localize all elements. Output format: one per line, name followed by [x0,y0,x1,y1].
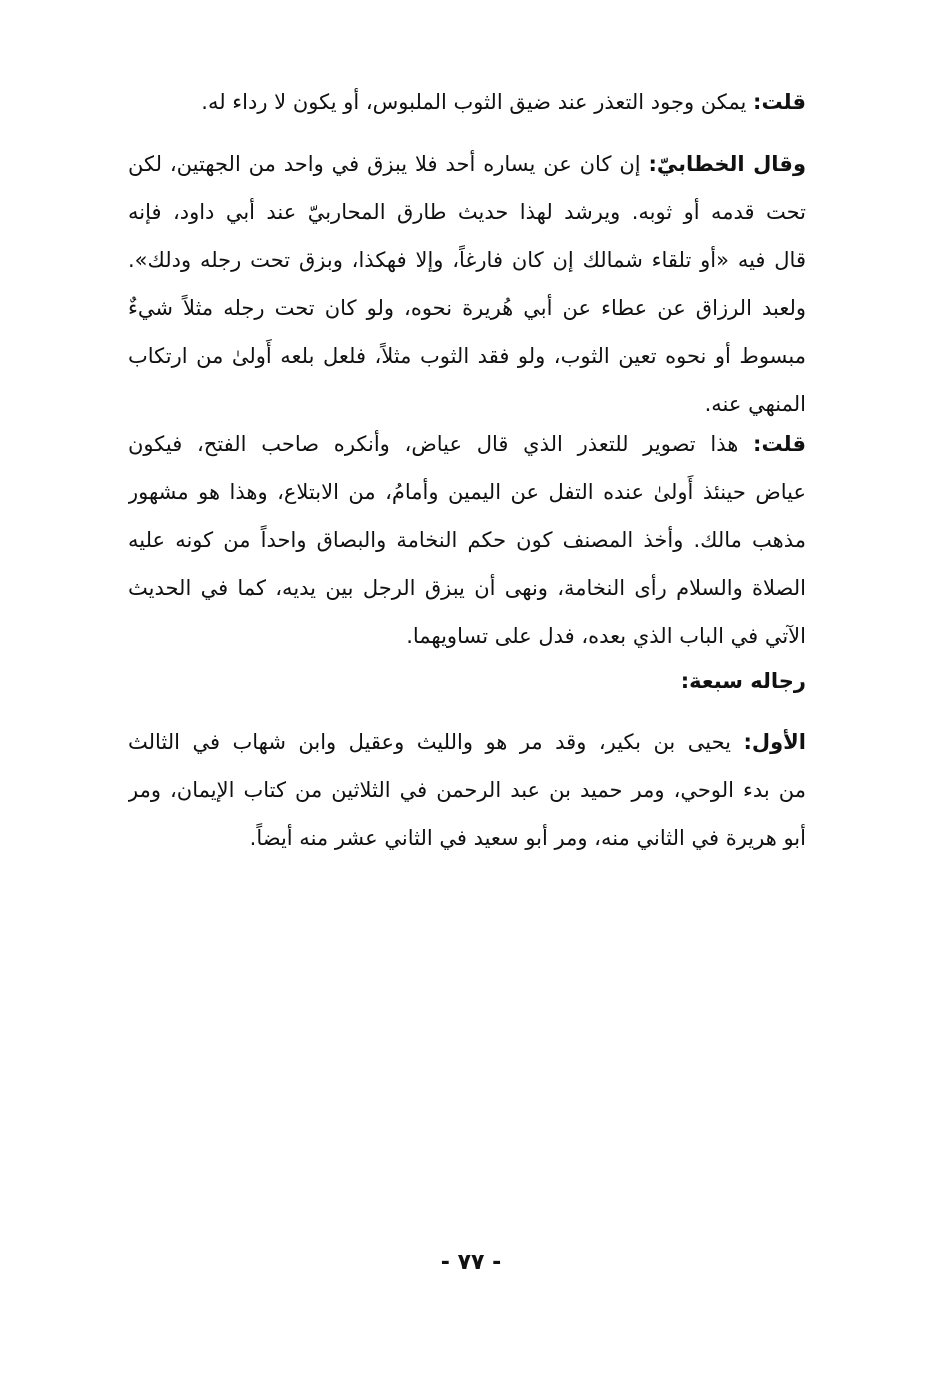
paragraph-3-line-3: مذهب مالك. وأخذ المصنف كون حكم النخامة والبصاق واحداً من كونه عليه [128,528,806,552]
narrators-heading: رجاله سبعة: [680,669,806,693]
paragraph-2-line-3: قال فيه «أو تلقاء شمالك إن كان فارغاً، وإلا فهكذا، وبزق تحت رجله ودلك». [128,248,806,272]
paragraph-2-line-2: تحت قدمه أو ثوبه. ويرشد لهذا حديث طارق المحاربيّ عند أبي داود، فإنه [128,200,806,224]
paragraph-2-line-4: ولعبد الرزاق عن عطاء عن أبي هُريرة نحوه، ولو كان تحت رجله مثلاً شيءٌ [128,296,806,320]
paragraph-2-line-1: وقال الخطابيّ: إن كان عن يساره أحد فلا يبزق في واحد من الجهتين، لكن [128,152,806,176]
lead-phrase: وقال الخطابيّ: [648,152,806,176]
section-heading [128,657,806,705]
page-number: - ٧٧ - [440,1250,502,1275]
paragraph-5-line-1: الأول: يحيى بن بكير، وقد مر هو والليث وعقيل وابن شهاب في الثالث [128,730,806,754]
paragraph-1-line-1: قلت: يمكن وجود التعذر عند ضيق الثوب الملبوس، أو يكون لا رداء له. [201,90,806,114]
paragraph-3-line-1: قلت: هذا تصوير للتعذر الذي قال عياض، وأنكره صاحب الفتح، فيكون [128,432,806,456]
paragraph-5-line-2: من بدء الوحي، ومر حميد بن عبد الرحمن في الثلاثين من كتاب الإيمان، ومر [128,778,806,802]
paragraph-3-line-4: الصلاة والسلام رأى النخامة، ونهى أن يبزق الرجل بين يديه، كما في الحديث [128,576,806,600]
paragraph-5-line-3: أبو هريرة في الثاني منه، ومر أبو سعيد في الثاني عشر منه أيضاً. [249,826,806,850]
paragraph-1 [128,78,806,126]
paragraph-3-line-2: عياض حينئذ أَولىٰ عنده التفل عن اليمين وأمامُ، من الابتلاع، وهذا هو مشهور [128,480,806,504]
paragraph-3-line-5: الآتي في الباب الذي بعده، فدل على تساويهما. [406,624,806,648]
paragraph-2-line-6: المنهي عنه. [704,392,806,416]
paragraph-2-line-5: مبسوط أو نحوه تعين الثوب، ولو فقد الثوب مثلاً، فلعل بلعه أَولىٰ من ارتكاب [128,344,806,368]
lead-phrase: قلت: [753,90,806,114]
lead-phrase: الأول: [743,730,806,754]
lead-phrase: قلت: [753,432,806,456]
paragraph-5 [128,718,806,862]
paragraph-3 [128,420,806,660]
paragraph-2 [128,140,806,428]
